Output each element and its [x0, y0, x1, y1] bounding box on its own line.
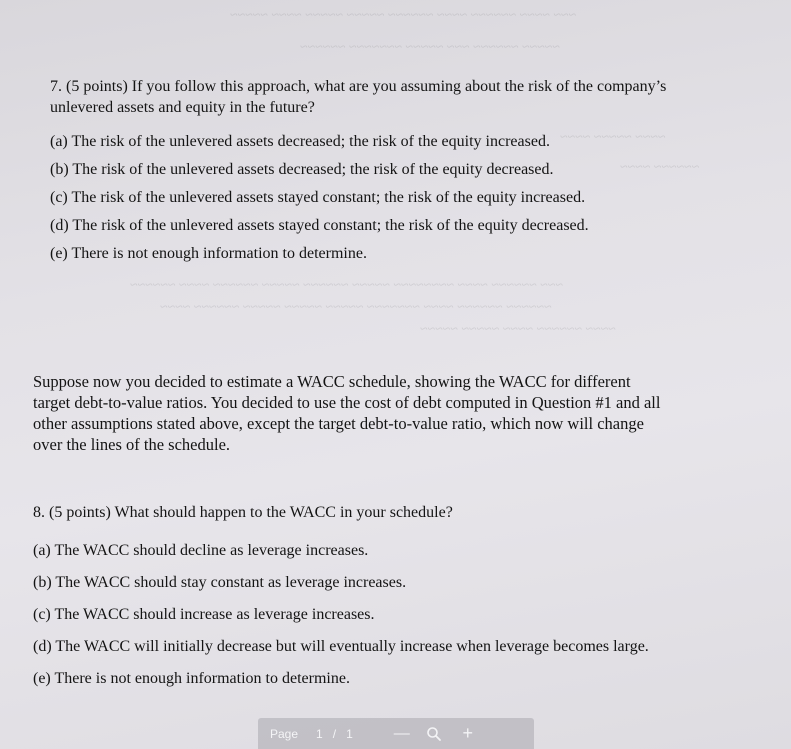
question-7-options [50, 131, 750, 264]
zoom-in-button[interactable]: + [462, 723, 473, 743]
question-7-title-line: unlevered assets and equity in the future? [50, 99, 315, 116]
page-separator: / [332, 726, 337, 741]
page-label: Page [270, 726, 299, 741]
question-8-title: 8. (5 points) What should happen to the WACC in your schedule? [33, 504, 453, 521]
current-page-number[interactable]: 1 [316, 726, 323, 741]
paragraph-line: target debt-to-value ratios. You decided to use the cost of debt computed in Question #1 and all [33, 393, 661, 412]
question-7-option-a: (a) The risk of the unlevered assets decreased; the risk of the equity increased. [50, 133, 550, 150]
question-7-option-c: (c) The risk of the unlevered assets stayed constant; the risk of the equity increased. [50, 189, 586, 206]
question-8-option-d: (d) The WACC will initially decrease but will eventually increase when leverage becomes large. [33, 638, 649, 655]
question-7-option-e: (e) There is not enough information to determine. [50, 245, 367, 262]
question-8-options [33, 540, 773, 689]
question-7 [50, 76, 750, 271]
bleed-through-texture: ~~~ ~~~~ ~~~~~~ ~~~~ ~~~~~~ ~~~~~ ~~~~~ ~~~~ ~~~~~ [230, 8, 577, 23]
zoom-out-button[interactable]: — [393, 724, 410, 742]
question-8-option-c: (c) The WACC should increase as leverage increases. [33, 606, 375, 623]
question-8-option-a: (a) The WACC should decline as leverage increases. [33, 542, 369, 559]
bleed-through-texture: ~~~~ ~~~~~~ ~~~~ ~~~~~ ~~~~~ [420, 322, 616, 337]
bleed-through-texture: ~~~ ~~~~~~ ~~~~ ~~~~~~~~ ~~~~~ ~~~~~~ ~~~~~ ~~~~~~ ~~~~ ~~~~~~ [130, 278, 563, 293]
wacc-schedule-paragraph [33, 371, 785, 455]
question-8-option-b: (b) The WACC should stay constant as leverage increases. [33, 574, 407, 591]
question-7-option-d: (d) The risk of the unlevered assets stayed constant; the risk of the equity decreased. [50, 217, 589, 234]
bleed-through-texture: ~~~~~~ ~~~~ [620, 160, 700, 175]
paragraph-line: over the lines of the schedule. [33, 435, 231, 454]
page-viewer-toolbar [258, 718, 534, 749]
question-8 [33, 502, 773, 700]
bleed-through-texture: ~~~~ ~~~~~ ~~~~ [560, 130, 666, 145]
question-8-option-e: (e) There is not enough information to determine. [33, 670, 350, 687]
question-7-title [50, 76, 750, 118]
paragraph-line: other assumptions stated above, except the target debt-to-value ratio, which now will change [33, 414, 644, 433]
total-pages: 1 [346, 726, 353, 741]
bleed-through-texture: ~~~~~~ ~~~~~~ ~~~~ ~~~~~~~ ~~~~~ ~~~~~ ~~~~~ ~~~~~~ ~~~~ [160, 300, 552, 315]
question-7-option-b: (b) The risk of the unlevered assets decreased; the risk of the equity decreased. [50, 161, 554, 178]
bleed-through-texture: ~~~~~ ~~~~~~ ~~~ ~~~~~ ~~~~~~~ ~~~~~~ [300, 40, 560, 55]
paragraph-line: Suppose now you decided to estimate a WACC schedule, showing the WACC for different [33, 372, 631, 391]
zoom-icon[interactable] [423, 723, 445, 745]
question-7-title-line: 7. (5 points) If you follow this approach, what are you assuming about the risk of the company’s [50, 78, 667, 95]
magnifier-icon [426, 726, 442, 742]
